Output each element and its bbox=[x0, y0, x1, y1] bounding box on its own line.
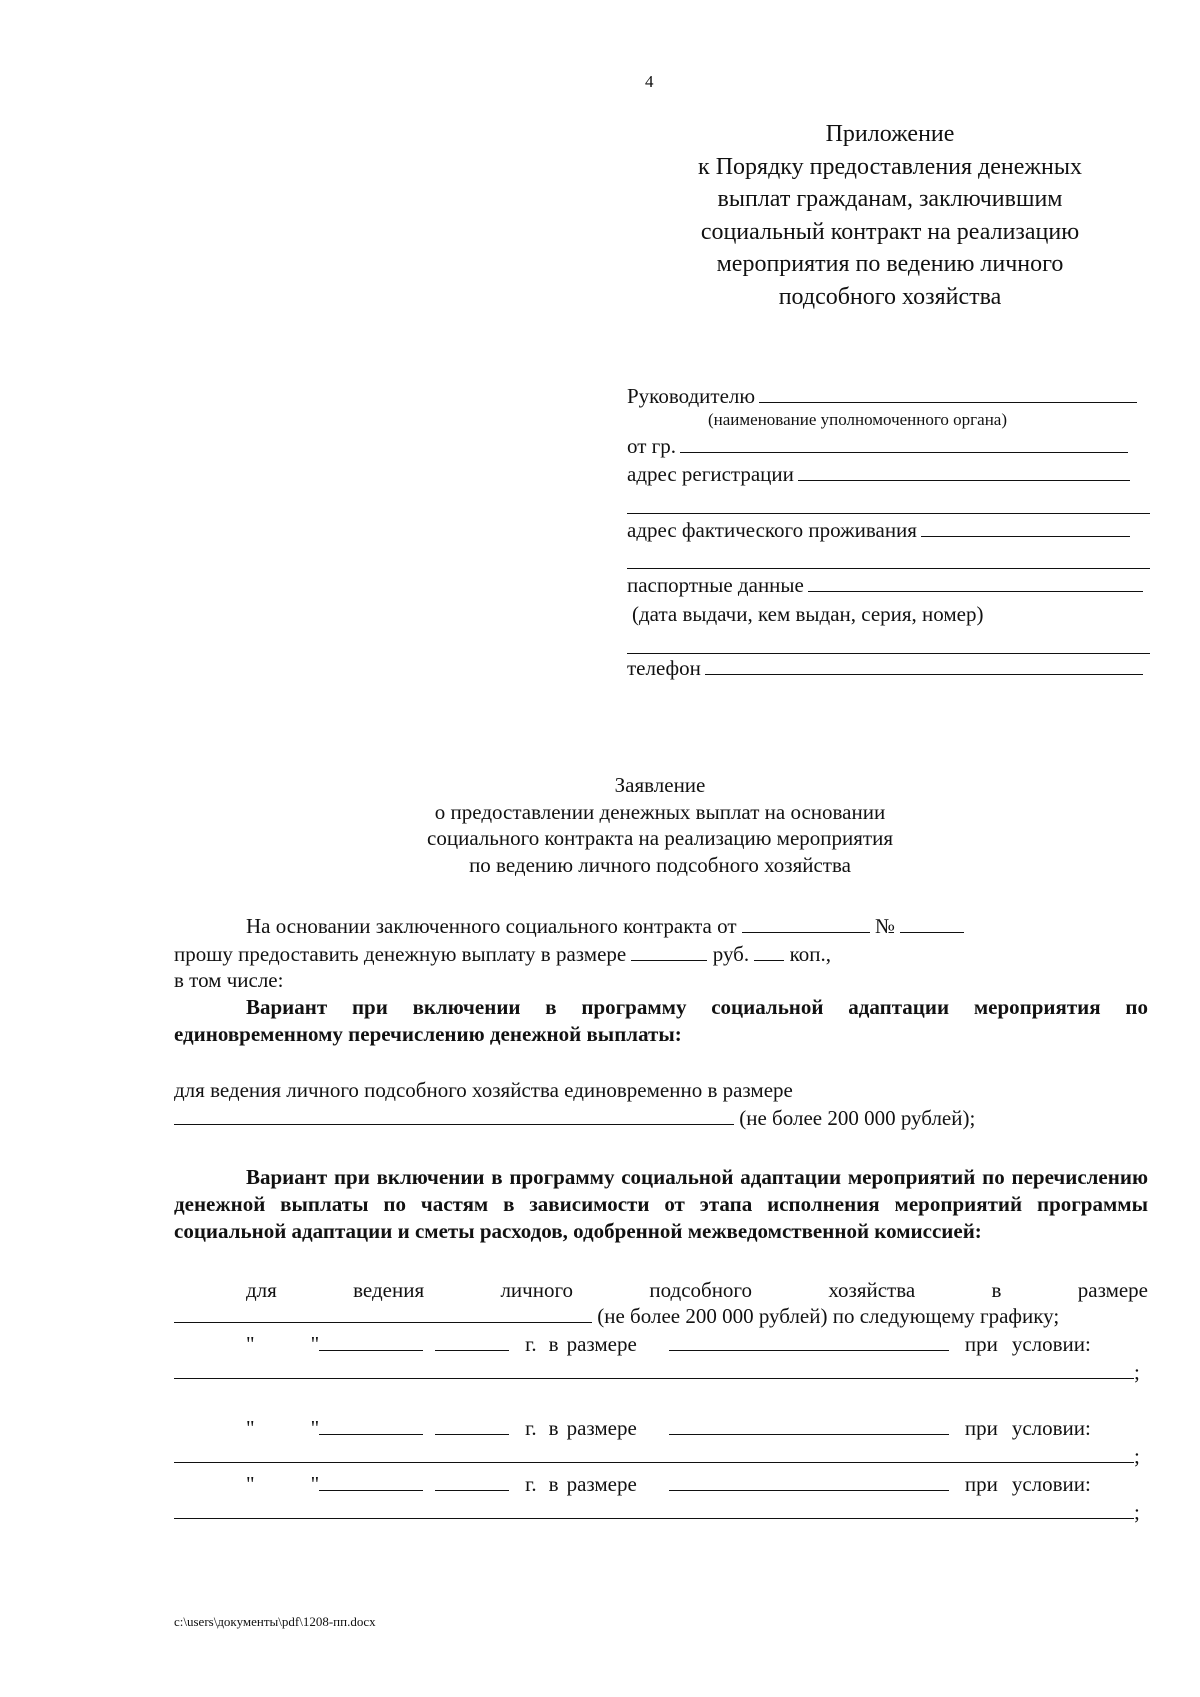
schedule-year-field[interactable] bbox=[435, 1333, 509, 1351]
page-number: 4 bbox=[645, 72, 654, 91]
variant1-amount-field[interactable] bbox=[174, 1107, 734, 1125]
contract-number-field[interactable] bbox=[900, 915, 964, 933]
quote-close: " bbox=[310, 1472, 320, 1496]
in-label: в bbox=[548, 1416, 559, 1440]
passport-line bbox=[627, 573, 1143, 598]
schedule-condition-field[interactable] bbox=[174, 1445, 1134, 1463]
intro-line-1 bbox=[246, 914, 964, 939]
phone-line bbox=[627, 656, 1143, 681]
schedule-condition-line bbox=[174, 1360, 1140, 1385]
variant2-text: для ведения личного подсобного хозяйства в размере bbox=[246, 1278, 1148, 1302]
amount-label: размере bbox=[566, 1416, 637, 1440]
in-label: в bbox=[548, 1472, 559, 1496]
schedule-row bbox=[174, 1472, 1148, 1497]
appendix-line: подсобного хозяйства bbox=[778, 283, 1002, 310]
registration-label: адрес регистрации bbox=[627, 462, 794, 486]
intro-line-3: в том числе: bbox=[174, 968, 284, 992]
statement-title: Заявление bbox=[614, 773, 706, 797]
appendix-title: Приложение bbox=[825, 121, 955, 147]
actual-address-label: адрес фактического проживания bbox=[627, 518, 917, 542]
appendix-block bbox=[640, 118, 1140, 313]
intro-line-2 bbox=[174, 942, 831, 967]
contract-date-field[interactable] bbox=[742, 915, 870, 933]
quote-open: " bbox=[246, 1332, 255, 1356]
variant2-amount-field[interactable] bbox=[174, 1305, 592, 1323]
registration-address-continued-field[interactable] bbox=[627, 512, 1150, 514]
schedule-row bbox=[174, 1332, 1148, 1357]
amount-rub-field[interactable] bbox=[631, 943, 707, 961]
in-label: в bbox=[548, 1332, 559, 1356]
actual-address-field[interactable] bbox=[921, 518, 1130, 537]
variant2-heading: Вариант при включении в программу социальной адаптации мероприятий по перечислению денежной выплаты по частям в зависимости от этапа исполнения мероприятий программы социальной адаптации и сметы расходов, одобренной межведомственной комиссией: bbox=[174, 1165, 1148, 1243]
authority-name-field[interactable] bbox=[759, 384, 1137, 403]
addressee-to-line bbox=[627, 384, 1137, 409]
statement-subtitle-line: по ведению личного подсобного хозяйства bbox=[469, 852, 851, 877]
from-label: от гр. bbox=[627, 434, 677, 458]
condition-label-2: условии: bbox=[1011, 1472, 1091, 1496]
intro-request-text: прошу предоставить денежную выплату в размере bbox=[174, 942, 627, 966]
appendix-line: выплат гражданам, заключившим bbox=[717, 186, 1063, 212]
year-label: г. bbox=[525, 1472, 537, 1496]
quote-close: " bbox=[310, 1332, 320, 1356]
year-label: г. bbox=[525, 1416, 537, 1440]
statement-subtitle-line: социального контракта на реализацию мероприятия bbox=[427, 826, 893, 850]
schedule-day-month-field[interactable] bbox=[319, 1333, 423, 1351]
schedule-amount-field[interactable] bbox=[669, 1417, 949, 1435]
condition-label-2: условии: bbox=[1011, 1332, 1091, 1356]
amount-label: размере bbox=[566, 1332, 637, 1356]
statement-title-block bbox=[330, 772, 990, 878]
quote-close: " bbox=[310, 1416, 320, 1440]
variant2-limit: (не более 200 000 рублей) по следующему графику; bbox=[597, 1304, 1060, 1328]
rub-label: руб. bbox=[712, 942, 750, 966]
from-line bbox=[627, 434, 1128, 459]
variant1-heading: Вариант при включении в программу социальной адаптации мероприятия по единовременному перечислению денежной выплаты: bbox=[174, 995, 1148, 1046]
schedule-row bbox=[174, 1416, 1148, 1441]
appendix-line: мероприятия по ведению личного bbox=[716, 251, 1064, 277]
variant1-limit: (не более 200 000 рублей); bbox=[739, 1106, 976, 1130]
registration-address-field[interactable] bbox=[798, 462, 1130, 481]
kop-label: коп., bbox=[789, 942, 831, 966]
variant1-amount-line bbox=[174, 1106, 975, 1131]
line-end: ; bbox=[1134, 1360, 1140, 1384]
schedule-amount-field[interactable] bbox=[669, 1473, 949, 1491]
passport-continued-field[interactable] bbox=[627, 652, 1150, 654]
appendix-line: к Порядку предоставления денежных bbox=[698, 153, 1082, 180]
passport-field[interactable] bbox=[808, 573, 1143, 592]
statement-subtitle-line: о предоставлении денежных выплат на основании bbox=[434, 799, 886, 824]
variant2-amount-line bbox=[174, 1304, 1059, 1329]
phone-field[interactable] bbox=[705, 656, 1143, 675]
intro-text: На основании заключенного социального контракта от bbox=[246, 914, 737, 938]
line-end: ; bbox=[1134, 1500, 1140, 1524]
schedule-condition-field[interactable] bbox=[174, 1361, 1134, 1379]
number-sign: № bbox=[875, 914, 896, 938]
schedule-condition-line bbox=[174, 1500, 1140, 1525]
variant1-text: для ведения личного подсобного хозяйства единовременно в размере bbox=[174, 1078, 793, 1102]
registration-line bbox=[627, 462, 1130, 487]
actual-address-line bbox=[627, 518, 1130, 543]
condition-label-1: при bbox=[964, 1472, 998, 1496]
amount-kop-field[interactable] bbox=[754, 943, 784, 961]
passport-label: паспортные данные bbox=[627, 573, 804, 597]
schedule-day-month-field[interactable] bbox=[319, 1473, 423, 1491]
amount-label: размере bbox=[566, 1472, 637, 1496]
file-path-footer: c:\users\документы\pdf\1208-пп.docx bbox=[174, 1614, 376, 1629]
passport-hint: (дата выдачи, кем выдан, серия, номер) bbox=[632, 602, 984, 626]
schedule-day-month-field[interactable] bbox=[319, 1417, 423, 1435]
schedule-condition-line bbox=[174, 1444, 1140, 1469]
schedule-condition-field[interactable] bbox=[174, 1501, 1134, 1519]
condition-label-1: при bbox=[964, 1416, 998, 1440]
applicant-name-field[interactable] bbox=[680, 434, 1128, 453]
year-label: г. bbox=[525, 1332, 537, 1356]
actual-address-continued-field[interactable] bbox=[627, 567, 1150, 569]
schedule-year-field[interactable] bbox=[435, 1473, 509, 1491]
addressee-to-label: Руководителю bbox=[627, 384, 756, 408]
schedule-year-field[interactable] bbox=[435, 1417, 509, 1435]
schedule-amount-field[interactable] bbox=[669, 1333, 949, 1351]
condition-label-2: условии: bbox=[1011, 1416, 1091, 1440]
authority-hint: (наименование уполномоченного органа) bbox=[708, 410, 1008, 429]
condition-label-1: при bbox=[964, 1332, 998, 1356]
line-end: ; bbox=[1134, 1444, 1140, 1468]
quote-open: " bbox=[246, 1472, 255, 1496]
quote-open: " bbox=[246, 1416, 255, 1440]
phone-label: телефон bbox=[627, 656, 701, 680]
appendix-line: социальный контракт на реализацию bbox=[700, 218, 1080, 245]
